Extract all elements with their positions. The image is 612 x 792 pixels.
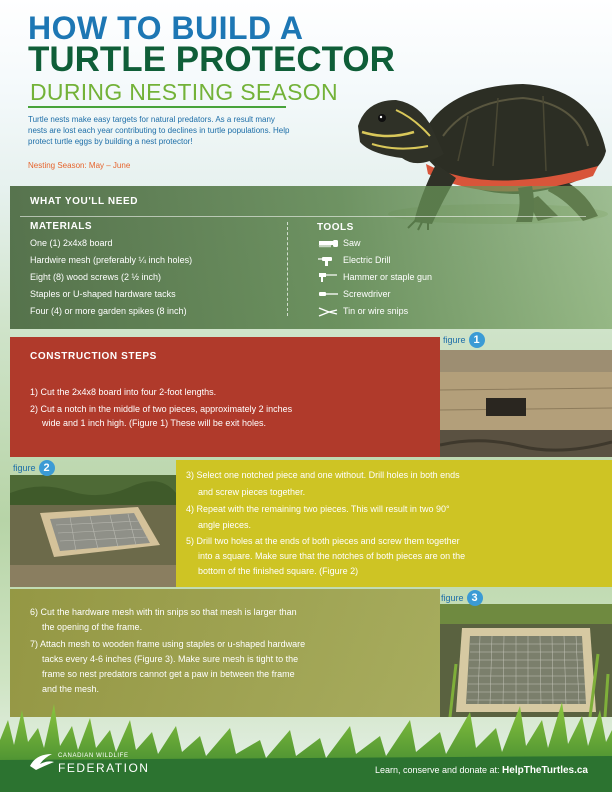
- intro-text: Turtle nests make easy targets for natural predators. As a result many nests are lost each year contributing to declines in turtle populations. Help protect turtle eggs by building a nest protector!: [28, 115, 290, 146]
- frame-square-image: [10, 475, 176, 587]
- step-line: wide and 1 inch high. (Figure 1) These will be exit holes.: [42, 418, 266, 428]
- title-divider: [28, 106, 286, 108]
- materials-title: MATERIALS: [30, 221, 93, 232]
- figure-number-badge: 3: [467, 590, 483, 606]
- step-line: 2) Cut a notch in the middle of two pieces, approximately 2 inches: [30, 404, 293, 414]
- saw-icon: [317, 238, 339, 249]
- tool-item: [317, 306, 432, 323]
- step-line: 5) Drill two holes at the ends of both pieces and screw them together: [186, 536, 460, 546]
- tool-label: Electric Drill: [343, 255, 391, 265]
- step-line: 3) Select one notched piece and one without. Drill holes in both ends: [186, 470, 460, 480]
- step-line: 1) Cut the 2x4x8 board into four 2-foot lengths.: [30, 387, 217, 397]
- step-line: tacks every 4-6 inches (Figure 3). Make sure mesh is tight to the: [42, 654, 299, 664]
- construction-title: CONSTRUCTION STEPS: [30, 351, 157, 362]
- material-item: Hardwire mesh (preferably ¼ inch holes): [30, 255, 193, 265]
- steps-3-5-panel: [176, 460, 612, 587]
- step-line: into a square. Make sure that the notches of both pieces are on the: [198, 551, 466, 561]
- step-line: 4) Repeat with the remaining two pieces. This will result in two 90°: [186, 504, 450, 514]
- figure-1-photo: [440, 350, 612, 457]
- tools-list: [317, 238, 432, 323]
- snips-icon: [317, 306, 339, 317]
- tool-item: [317, 255, 432, 272]
- screwdriver-icon: [317, 289, 339, 300]
- section-divider: [20, 216, 586, 217]
- figure-number-badge: 2: [39, 460, 55, 476]
- tools-divider: [287, 222, 288, 316]
- board-notch-image: [440, 350, 612, 457]
- figure-2-label: [13, 460, 55, 476]
- step-line: angle pieces.: [198, 520, 252, 530]
- nesting-season: Nesting Season: May – June: [28, 161, 131, 170]
- tool-label: Screwdriver: [343, 289, 391, 299]
- material-item: Four (4) or more garden spikes (8 inch): [30, 306, 187, 316]
- step-line: 6) Cut the hardware mesh with tin snips so that mesh is larger than: [30, 607, 297, 617]
- cta-link[interactable]: HelpTheTurtles.ca: [502, 765, 588, 776]
- step-line: the opening of the frame.: [42, 622, 143, 632]
- figure-word: figure: [13, 463, 36, 473]
- title-line-3: DURING NESTING SEASON: [30, 79, 338, 105]
- grass-footer: [0, 690, 612, 792]
- material-item: One (1) 2x4x8 board: [30, 238, 113, 248]
- tool-item: [317, 238, 432, 255]
- what-you-need-title: WHAT YOU'LL NEED: [30, 196, 139, 207]
- cta-text: Learn, conserve and donate at:: [374, 765, 500, 775]
- tool-item: [317, 289, 432, 306]
- tools-title: TOOLS: [317, 222, 354, 233]
- hammer-icon: [317, 272, 339, 283]
- materials-list: [30, 238, 192, 323]
- tool-label: Saw: [343, 238, 361, 248]
- org-name-small: CANADIAN WILDLIFE: [58, 753, 129, 759]
- step-line: bottom of the finished square. (Figure 2): [198, 566, 359, 576]
- what-you-need-panel: [10, 186, 612, 329]
- figure-3-label: [441, 590, 483, 606]
- figure-word: figure: [443, 335, 466, 345]
- tool-label: Hammer or staple gun: [343, 272, 433, 282]
- step-line: frame so nest predators cannot get a paw in between the frame: [42, 669, 295, 679]
- construction-panel: [10, 337, 440, 457]
- step-line: and screw pieces together.: [198, 487, 306, 497]
- figure-2-photo: [10, 475, 176, 587]
- footer-call-to-action: [375, 765, 588, 776]
- material-item: Staples or U-shaped hardware tacks: [30, 289, 176, 299]
- title-line-2: TURTLE PROTECTOR: [28, 40, 395, 79]
- tool-label: Tin or wire snips: [343, 306, 409, 316]
- material-item: Eight (8) wood screws (2 ½ inch): [30, 272, 162, 282]
- figure-word: figure: [441, 593, 464, 603]
- figure-1-label: [443, 332, 485, 348]
- step-line: 7) Attach mesh to wooden frame using staples or u-shaped hardware: [30, 639, 306, 649]
- title-line-1: HOW TO BUILD A: [28, 10, 304, 46]
- org-name-large: FEDERATION: [58, 761, 150, 775]
- figure-number-badge: 1: [469, 332, 485, 348]
- drill-icon: [317, 255, 339, 266]
- cwf-logo-icon: [28, 750, 56, 774]
- tool-item: [317, 272, 432, 289]
- step-line: and the mesh.: [42, 684, 100, 694]
